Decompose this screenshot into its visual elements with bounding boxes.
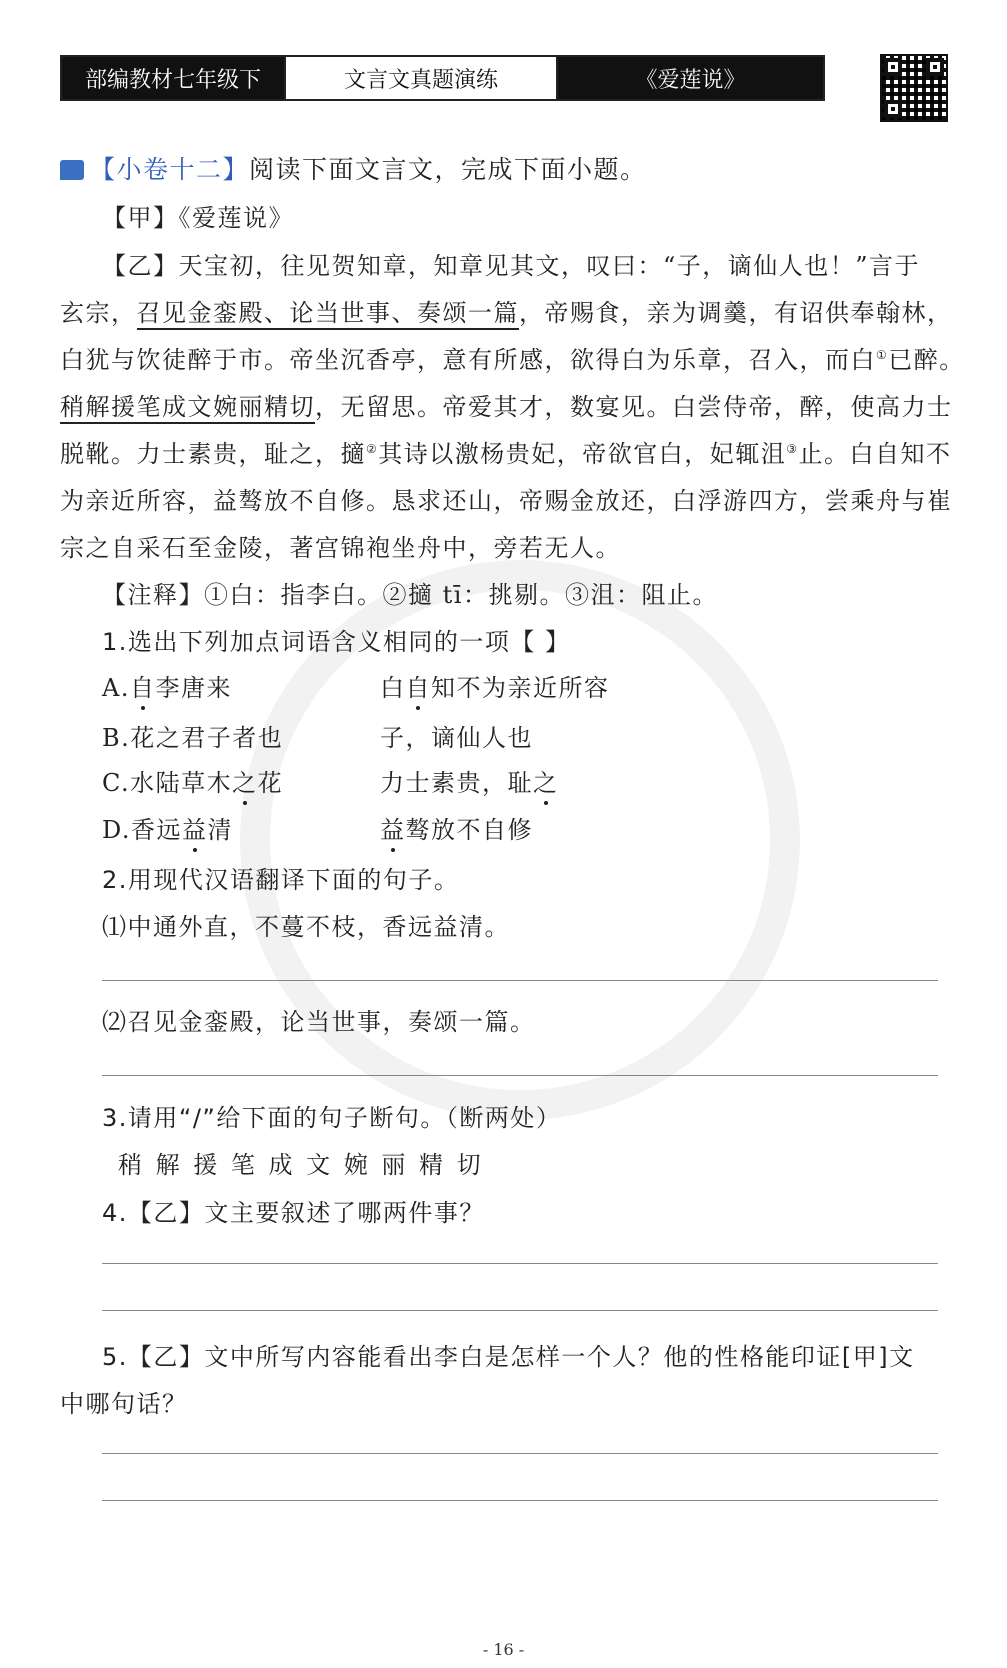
header-lesson: 《爱莲说》	[558, 57, 823, 99]
page-number: - 16 -	[482, 1640, 525, 1659]
text: 花	[257, 769, 284, 797]
question-1-stem: 1.选出下列加点词语含义相同的一项【 】	[102, 628, 571, 656]
translate-sentence-2: ⑵召见金銮殿，论当世事，奏颂一篇。	[102, 1008, 536, 1036]
answer-line[interactable]	[102, 1075, 938, 1076]
text: 知不为亲近所容	[431, 674, 610, 702]
text: ，谪仙人也	[405, 724, 533, 752]
text: 止。白自知不	[798, 440, 952, 468]
question-3-stem: 3.请用“/”给下面的句子断句。（断两处）	[102, 1104, 562, 1132]
text: 君子者也	[181, 724, 284, 752]
text: 李唐来	[155, 674, 232, 702]
passage-b-line	[60, 387, 953, 422]
passage-b-line	[60, 293, 953, 328]
answer-line[interactable]	[102, 1500, 938, 1501]
punctuation-sentence: 稍 解 援 笔 成 文 婉 丽 精 切	[118, 1151, 484, 1179]
question-5-stem: 5.【乙】文中所写内容能看出李白是怎样一个人？他的性格能印证[甲]文	[102, 1343, 915, 1371]
section-heading	[60, 150, 647, 186]
passage-b-line	[60, 434, 952, 469]
option-b-text	[380, 668, 610, 703]
text: 子	[380, 724, 406, 752]
text: 已醉。	[888, 346, 965, 374]
qr-finder-icon	[926, 58, 944, 76]
text: ，无留思。帝爱其才，数宴见。白尝侍帝，醉，使高力士	[315, 393, 953, 421]
question-5-stem: 中哪句话？	[60, 1390, 188, 1418]
translate-sentence-1: ⑴中通外直，不蔓不枝，香远益清。	[102, 913, 510, 941]
option-a-text	[102, 769, 283, 797]
text: 骜放不自修	[405, 816, 533, 844]
dotted-char: 之	[232, 769, 258, 797]
qr-finder-icon	[884, 58, 902, 76]
footnote-mark: ①	[876, 348, 889, 362]
question-4-stem: 4.【乙】文主要叙述了哪两件事？	[102, 1199, 485, 1227]
text: ，帝赐食，亲为调羹，有诏供奉翰林，	[519, 299, 953, 327]
answer-line[interactable]	[102, 1310, 938, 1311]
underlined-sentence: 稍解援笔成文婉丽精切	[60, 393, 315, 424]
text: B.花	[102, 724, 156, 752]
header-subject: 文言文真题演练	[284, 57, 558, 99]
section-instruction: 阅读下面文言文，完成下面小题。	[249, 155, 647, 184]
text: 白	[380, 674, 406, 702]
question-2-stem: 2.用现代汉语翻译下面的句子。	[102, 866, 460, 894]
option-row	[102, 668, 902, 703]
qr-code-icon	[880, 54, 948, 122]
text: 玄宗，	[60, 299, 137, 327]
option-b-text	[380, 810, 533, 845]
answer-line[interactable]	[102, 980, 938, 981]
option-b-text	[380, 718, 533, 753]
dotted-char: 益	[380, 816, 406, 844]
text: 脱靴。力士素贵，耻之，擿	[60, 440, 366, 468]
flag-icon	[60, 160, 84, 180]
dotted-char: 自	[405, 674, 431, 702]
footnote-mark: ③	[786, 442, 799, 456]
passage-b-line: 【乙】天宝初，往见贺知章，知章见其文，叹曰：“子，谪仙人也！”言于	[102, 252, 921, 280]
answer-line[interactable]	[102, 1263, 938, 1264]
option-row	[102, 810, 902, 845]
option-a-text	[102, 674, 232, 702]
text: 清	[207, 816, 234, 844]
section-label: 【小卷十二】	[90, 155, 250, 184]
passage-b-line: 宗之自采石至金陵，著宫锦袍坐舟中，旁若无人。	[60, 534, 621, 562]
underlined-sentence: 召见金銮殿、论当世事、奏颂一篇	[137, 299, 520, 330]
answer-line[interactable]	[102, 1453, 938, 1454]
passage-a-title: 【甲】《爱莲说》	[102, 204, 294, 232]
footnote-mark: ②	[366, 442, 379, 456]
dotted-char: 之	[533, 769, 559, 797]
option-row	[102, 718, 902, 753]
text: D.香远	[102, 816, 183, 844]
header-grade: 部编教材七年级下	[62, 57, 284, 99]
text: 白犹与饮徒醉于市。帝坐沉香亭，意有所感，欲得白为乐章，召入，而白	[60, 346, 876, 374]
text: A.	[102, 674, 130, 702]
passage-b-line: 为亲近所容，益骜放不自修。恳求还山，帝赐金放还，白浮游四方，尝乘舟与崔	[60, 487, 953, 515]
option-b-text	[380, 763, 559, 798]
dotted-char: 自	[129, 674, 156, 702]
passage-b-line	[60, 340, 965, 375]
option-a-text	[102, 816, 233, 844]
text: 其诗以激杨贵妃，帝欲官白，妃辄沮	[378, 440, 787, 468]
header-bar	[60, 55, 825, 101]
qr-finder-icon	[884, 100, 902, 118]
text: C.水陆草木	[102, 769, 233, 797]
notes: 【注释】①白：指李白。②擿 tī：挑剔。③沮：阻止。	[102, 581, 718, 609]
option-a-text	[102, 724, 283, 752]
dotted-char: 益	[182, 816, 208, 844]
text: 力士素贵，耻	[380, 769, 533, 797]
text: 之	[155, 724, 182, 752]
option-row	[102, 763, 902, 798]
